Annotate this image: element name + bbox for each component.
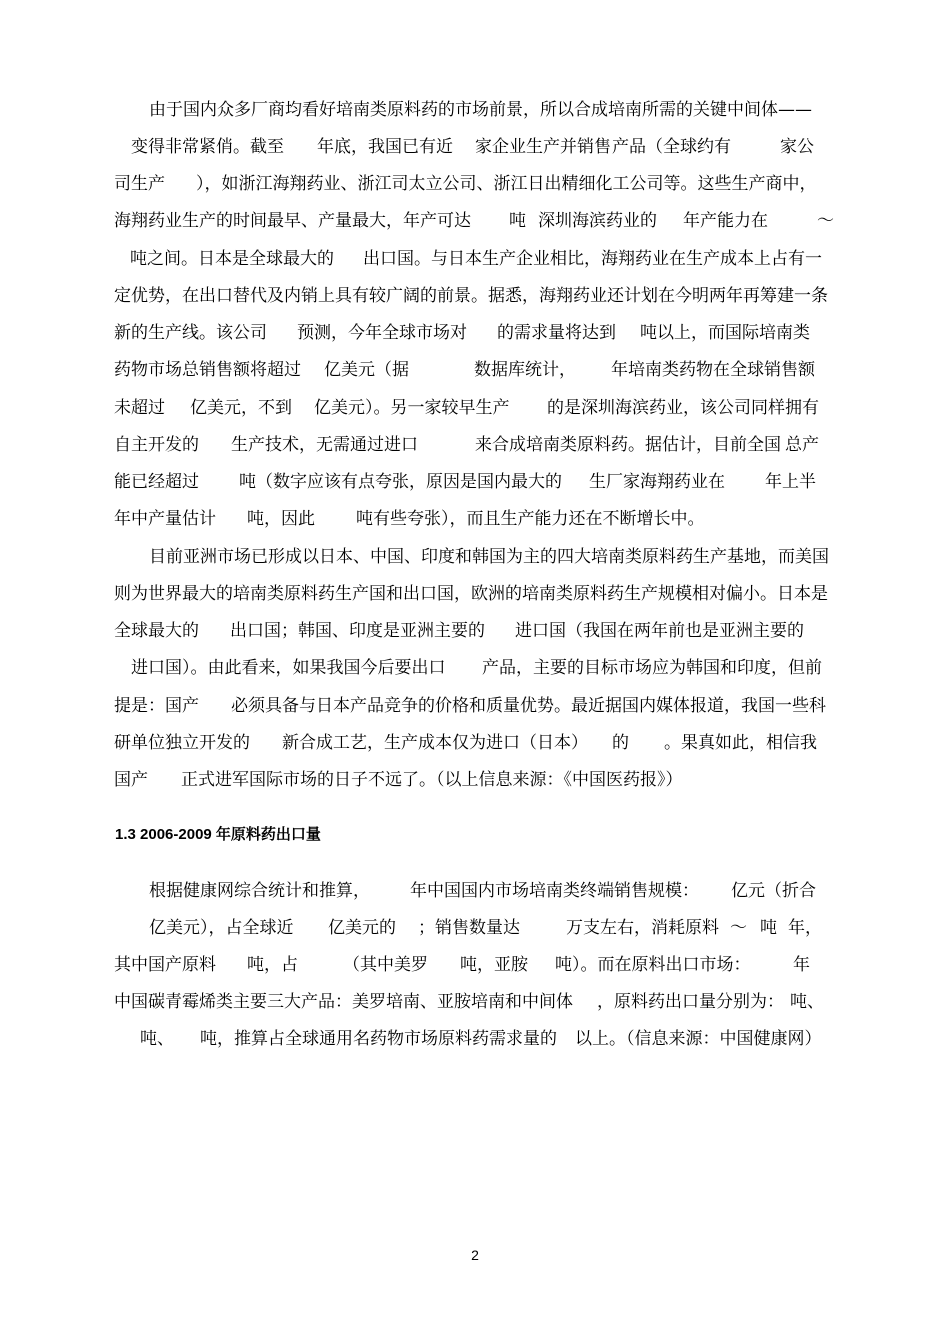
text-line	[0, 763, 950, 797]
text-line	[0, 428, 950, 462]
text-fragment: 吨之间。日本是全球最大的	[130, 249, 334, 269]
text-line	[0, 93, 950, 127]
text-fragment: 来合成培南类原料药。据估计，目前全国	[475, 435, 781, 455]
text-fragment: 产品（全球约有	[612, 137, 731, 157]
text-fragment: 能已经超过	[114, 472, 199, 492]
text-fragment: 以上。（信息来源：中国健康网）	[575, 1029, 822, 1049]
text-fragment: 其中国产原料	[114, 955, 216, 975]
text-fragment: 吨，推算占全球通用名药物市场原料药需求量的	[200, 1029, 557, 1049]
text-line	[0, 465, 950, 499]
text-fragment: 年底，我国已有近	[317, 137, 453, 157]
text-fragment: 家公	[780, 137, 814, 157]
text-fragment: 的	[612, 733, 629, 753]
text-fragment: 海翔药业生产的时间最早、产量最大，年产可达	[114, 211, 471, 231]
text-fragment: 由于国内众多厂商均看好培南类原料药的市场前景，所以合成培南所需的关键中间体——	[149, 100, 812, 120]
text-fragment: 亿美元，不到	[190, 398, 292, 418]
text-fragment: 必须具备与日本产品竞争的价格和质量优势。最近据国内媒体报道，我国一些科	[231, 696, 826, 716]
text-fragment: 吨）。而在原料出口市场：	[555, 955, 751, 975]
text-line	[0, 614, 950, 648]
text-line	[0, 502, 950, 536]
text-fragment: 总产	[785, 435, 819, 455]
text-fragment: 产品，主要的目标市场应为韩国和印度，但前	[482, 658, 822, 678]
text-fragment: 亿美元）。另一家较早生产	[314, 398, 510, 418]
text-fragment: 。果真如此，相信我	[664, 733, 817, 753]
text-fragment: 亿美元（据	[324, 360, 409, 380]
text-fragment: 自主开发的	[114, 435, 199, 455]
text-line	[0, 167, 950, 201]
text-fragment: ），如浙江海翔药业、浙江司太立公司、浙江日出精细化工公司等。这些生产商中，	[196, 174, 817, 194]
text-fragment: 年，	[788, 918, 822, 938]
text-fragment: 则为世界最大的培南类原料药生产国和出口国，欧洲的培南类原料药生产规模相对偏小。日本是	[114, 584, 828, 604]
text-line	[0, 911, 950, 945]
text-line	[0, 391, 950, 425]
text-line	[0, 651, 950, 685]
text-fragment: 吨，占	[247, 955, 298, 975]
text-fragment: 新合成工艺，生产成本仅为进口（日本）	[282, 733, 588, 753]
text-line	[0, 874, 950, 908]
text-fragment: 生厂家海翔药业在	[589, 472, 725, 492]
text-fragment: 中国碳青霉烯类主要三大产品：美罗培南、亚胺培南和中间体	[114, 992, 573, 1012]
text-fragment: 吨、	[140, 1029, 174, 1049]
text-fragment: 吨、	[790, 992, 824, 1012]
text-fragment: 亿美元的	[328, 918, 396, 938]
text-fragment: 进口国）。由此看来，如果我国今后要出口	[131, 658, 446, 678]
text-fragment: 的需求量将达到	[497, 323, 616, 343]
text-fragment: 年中产量估计	[114, 509, 216, 529]
text-line	[0, 726, 950, 760]
text-fragment: ；销售数量达	[418, 918, 520, 938]
text-fragment: 司生产	[114, 174, 165, 194]
text-fragment: 数据库统计，	[474, 360, 576, 380]
section-heading: 1.3 2006-2009 年原料药出口量	[115, 826, 321, 843]
text-fragment: 出口国；韩国、印度是亚洲主要的	[230, 621, 485, 641]
text-fragment: 年培南类药物在全球销售额	[611, 360, 815, 380]
text-fragment: 吨有些夸张），而且生产能力还在不断增长中。	[356, 509, 705, 529]
text-line	[0, 242, 950, 276]
text-fragment: 生产技术，无需通过进口	[231, 435, 418, 455]
text-line	[0, 948, 950, 982]
text-line	[0, 1022, 950, 1056]
text-fragment: 药物市场总销售额将超过	[114, 360, 301, 380]
text-fragment: 吨（数字应该有点夸张，原因是国内最大的	[239, 472, 562, 492]
text-line	[0, 130, 950, 164]
text-fragment: 年中国国内市场培南类终端销售规模：	[410, 881, 699, 901]
text-fragment: 全球最大的	[114, 621, 199, 641]
text-fragment: 年	[793, 955, 810, 975]
text-fragment: 吨，亚胺	[460, 955, 528, 975]
text-fragment: 定优势，在出口替代及内销上具有较广阔的前景。据悉，海翔药业还计划在今明两年再筹建一条	[114, 286, 828, 306]
text-fragment: 新的生产线。该公司	[114, 323, 267, 343]
text-fragment: 吨，因此	[247, 509, 315, 529]
text-line	[0, 577, 950, 611]
text-fragment: 年产能力在	[683, 211, 768, 231]
text-line	[0, 279, 950, 313]
text-fragment: 预测，今年全球市场对	[297, 323, 467, 343]
text-fragment: 正式进军国际市场的日子不远了。（以上信息来源：《中国医药报》）	[181, 770, 683, 790]
text-fragment: 吨以上，而国际培南类	[640, 323, 810, 343]
text-line	[0, 689, 950, 723]
text-line	[0, 985, 950, 1019]
text-fragment: ～	[817, 211, 834, 231]
text-fragment: 出口国。与日本生产企业相比，海翔药业在生产成本上占有一	[363, 249, 822, 269]
text-fragment: 家企业生产并销售	[475, 137, 611, 157]
page-number: 2	[471, 1247, 479, 1263]
text-fragment: 根据健康网综合统计和推算，	[149, 881, 370, 901]
text-line	[0, 316, 950, 350]
text-fragment: 深圳海滨药业的	[538, 211, 657, 231]
text-fragment: 变得非常紧俏。截至	[131, 137, 284, 157]
text-fragment: 提是：国产	[114, 696, 199, 716]
text-fragment: ，原料药出口量分别为：	[597, 992, 784, 1012]
text-fragment: 吨	[509, 211, 526, 231]
text-fragment: 万支左右，消耗原料	[566, 918, 719, 938]
text-fragment: 进口国（我国在两年前也是亚洲主要的	[515, 621, 804, 641]
text-fragment: 研单位独立开发的	[114, 733, 250, 753]
text-fragment: 吨	[760, 918, 777, 938]
text-fragment: 未超过	[114, 398, 165, 418]
text-fragment: 的是深圳海滨药业，该公司同样拥有	[547, 398, 819, 418]
text-line	[0, 540, 950, 574]
text-fragment: ～	[730, 918, 747, 938]
text-fragment: （其中美罗	[343, 955, 428, 975]
text-fragment: 亿美元），占全球近	[149, 918, 294, 938]
text-fragment: 国产	[114, 770, 148, 790]
text-fragment: 亿元（折合	[731, 881, 816, 901]
text-line	[0, 204, 950, 238]
text-line	[0, 353, 950, 387]
text-fragment: 目前亚洲市场已形成以日本、中国、印度和韩国为主的四大培南类原料药生产基地，而美国	[149, 547, 829, 567]
text-fragment: 年上半	[765, 472, 816, 492]
